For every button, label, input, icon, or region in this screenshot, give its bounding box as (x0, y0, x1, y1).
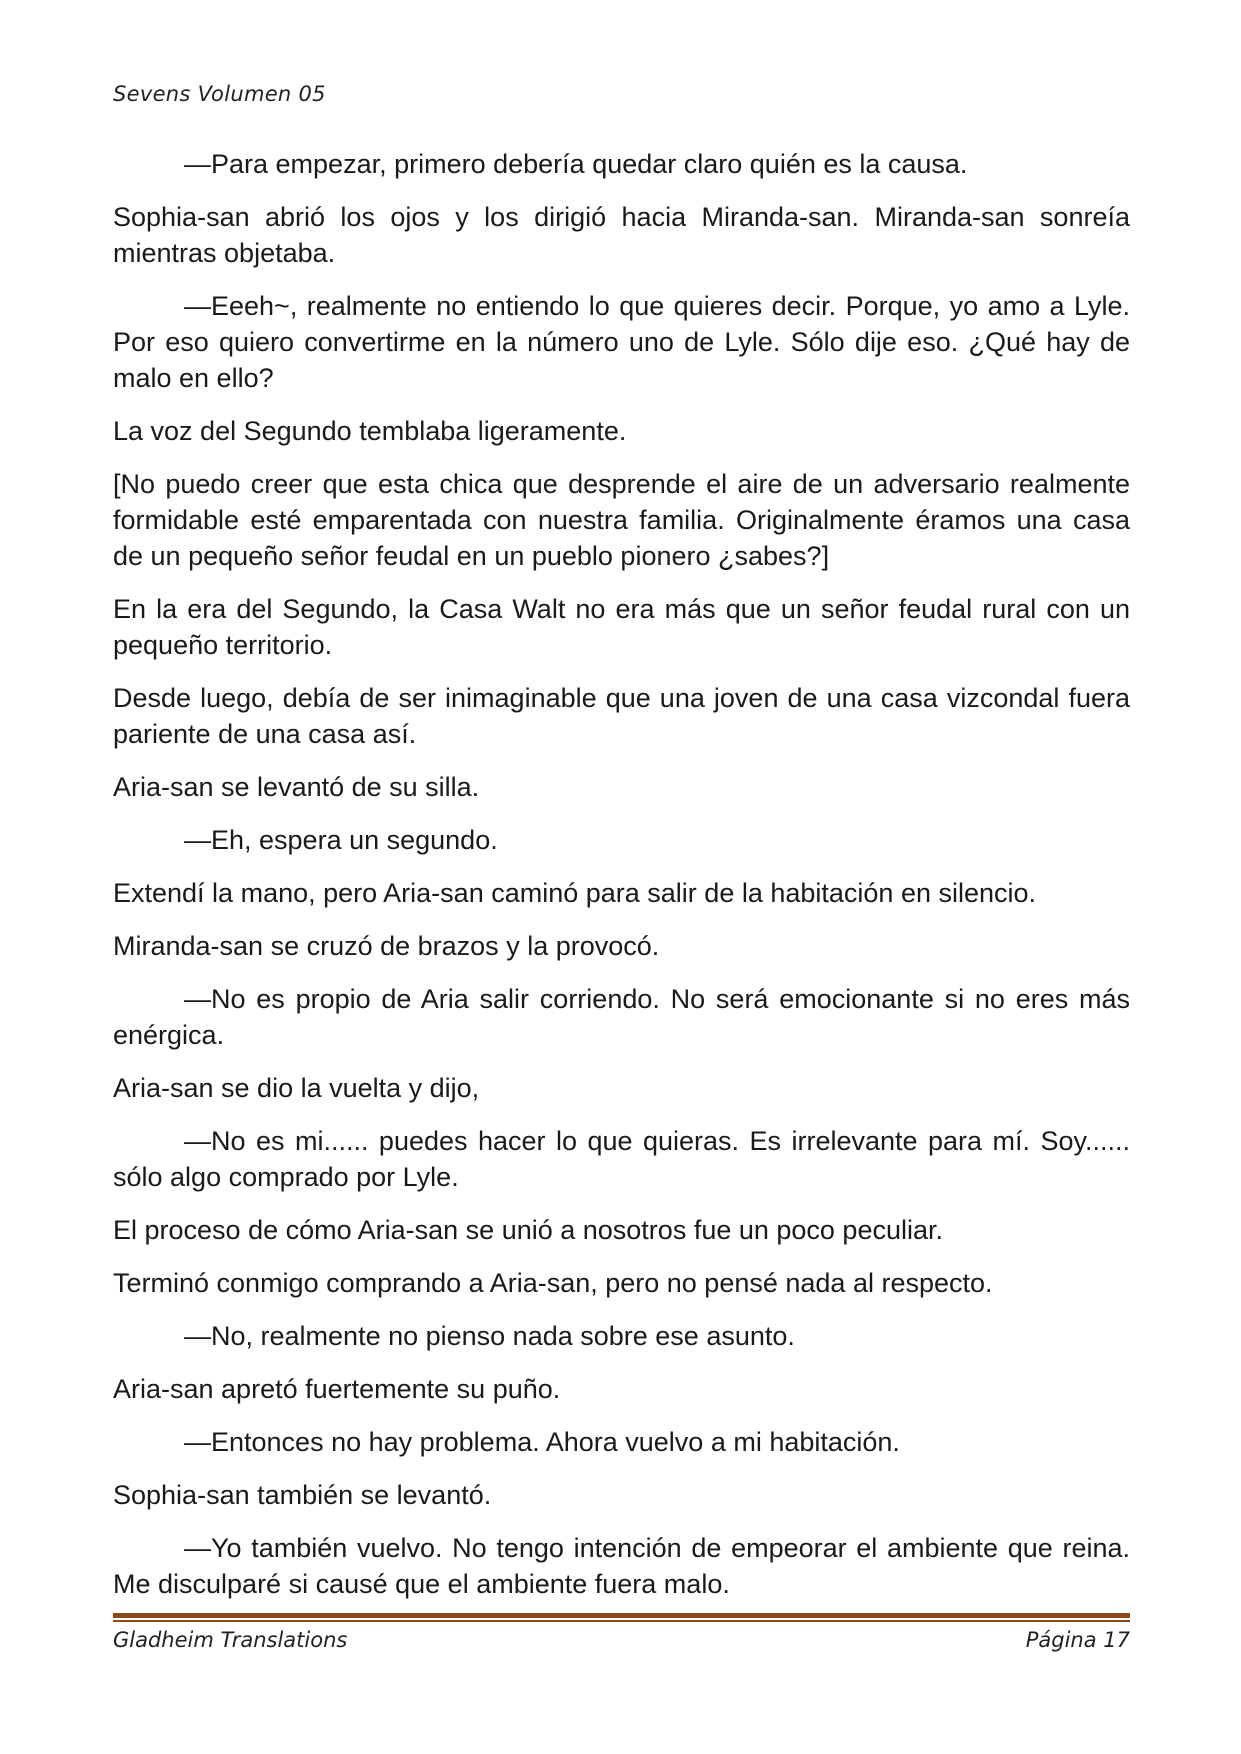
footer-divider-thick (113, 1613, 1130, 1618)
paragraph: —Entonces no hay problema. Ahora vuelvo a mi habitación. (184, 1427, 900, 1457)
paragraph: En la era del Segundo, la Casa Walt no era más que un señor feudal rural con un pequeño territorio. (113, 594, 1130, 660)
paragraph: Extendí la mano, pero Aria-san caminó para salir de la habitación en silencio. (113, 878, 1037, 908)
paragraph: Terminó conmigo comprando a Aria-san, pero no pensé nada al respecto. (113, 1268, 993, 1298)
paragraph: La voz del Segundo temblaba ligeramente. (113, 416, 627, 446)
paragraph: El proceso de cómo Aria-san se unió a nosotros fue un poco peculiar. (113, 1215, 943, 1245)
page-number: Página 17 (1025, 1628, 1130, 1652)
paragraph: —Eh, espera un segundo. (184, 825, 498, 855)
paragraph: —Eeeh~, realmente no entiendo lo que quieres decir. Porque, yo amo a Lyle. Por eso quiero convertirme en la número uno de Lyle. Sólo dije eso. ¿Qué hay de malo en ello? (113, 291, 1130, 393)
footer-divider-thin (113, 1620, 1130, 1622)
paragraph: —No es propio de Aria salir corriendo. No será emocionante si no eres más enérgica. (113, 984, 1130, 1050)
paragraph: Sophia-san abrió los ojos y los dirigió hacia Miranda-san. Miranda-san sonreía mientras objetaba. (113, 202, 1130, 268)
paragraph: Aria-san se levantó de su silla. (113, 772, 480, 802)
paragraph: —No es mi...... puedes hacer lo que quieras. Es irrelevante para mí. Soy...... sólo algo comprado por Lyle. (113, 1126, 1130, 1192)
paragraph: Desde luego, debía de ser inimaginable que una joven de una casa vizcondal fuera pariente de una casa así. (113, 683, 1130, 749)
paragraph: [No puedo creer que esta chica que desprende el aire de un adversario realmente formidable esté emparentada con nuestra familia. Originalmente éramos una casa de un pequeño señor feudal en un pueblo pionero ¿sabes?] (113, 469, 1130, 571)
paragraph: —Yo también vuelvo. No tengo intención de empeorar el ambiente que reina. Me disculparé si causé que el ambiente fuera malo. (113, 1533, 1130, 1599)
paragraph: Miranda-san se cruzó de brazos y la provocó. (113, 931, 660, 961)
paragraph: —Para empezar, primero debería quedar claro quién es la causa. (184, 149, 968, 179)
paragraph: Sophia-san también se levantó. (113, 1480, 492, 1510)
footer-divider (113, 1613, 1130, 1623)
paragraph: Aria-san apretó fuertemente su puño. (113, 1374, 561, 1404)
page-body (113, 146, 1130, 1619)
paragraph: Aria-san se dio la vuelta y dijo, (113, 1073, 480, 1103)
footer-publisher: Gladheim Translations (113, 1628, 348, 1652)
paragraph: —No, realmente no pienso nada sobre ese asunto. (184, 1321, 795, 1351)
running-header: Sevens Volumen 05 (113, 82, 326, 106)
